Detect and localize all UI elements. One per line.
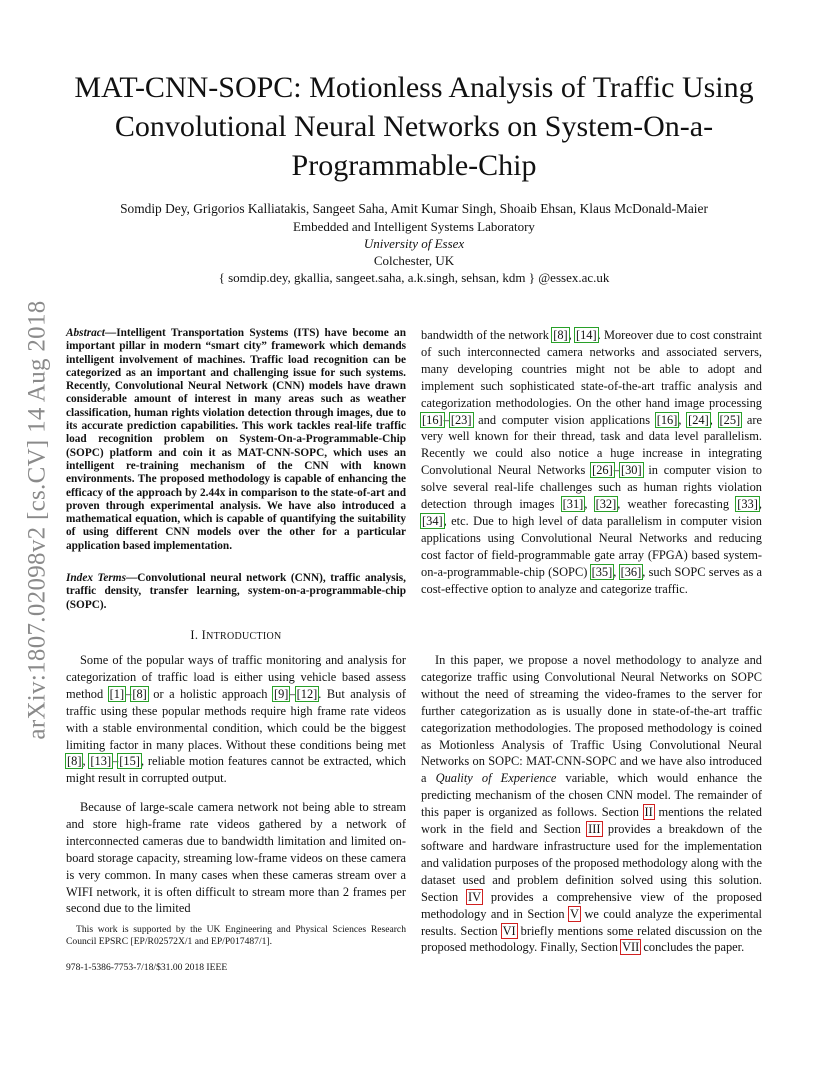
affiliation-university: University of Essex <box>363 236 465 251</box>
citation-link[interactable]: [12] <box>296 686 318 701</box>
intro-paragraph-2: Because of large-scale camera network not being able to stream and store high-frame rate videos gathered by a network of interconnected cameras due to bandwidth limitation and limited on-board storage capacity, streaming low-frame videos on these camera is very common. In many cases when these cameras stream over a WIFI network, it is often difficult to stream more than 2 frames per second due to the limited <box>66 800 406 916</box>
section-name-rest: NTRODUCTION <box>206 631 282 642</box>
index-terms <box>66 572 406 612</box>
citation-link[interactable]: [25] <box>719 412 741 427</box>
citation-link[interactable]: [1] <box>109 686 125 701</box>
citation-link[interactable]: [23] <box>450 412 472 427</box>
citation-link[interactable]: [8] <box>553 328 568 342</box>
section-number: I. <box>190 628 199 642</box>
citation-link[interactable]: [30] <box>620 463 642 478</box>
intro-paragraph-1: Some of the popular ways of traffic monitoring and analysis for categorization of traffic load is either using vehicle based assess method [1]–[8] or a holistic approach [9]–[12]. But analysis of traffic using these popular methods require high frame rate videos with a stable environmental condition, which could be the biggest limiting factor in many places. Without these conditions being met [8], [13]–[15], reliable motion features cannot be extracted, which might result in corrupted output. <box>66 653 407 786</box>
section-ref-link[interactable]: VI <box>502 923 516 938</box>
quality-of-experience-term: Quality of Experience <box>435 771 557 786</box>
citation-link[interactable]: [16] <box>422 412 443 427</box>
arxiv-side-stamp <box>20 280 56 760</box>
affiliation-emails: { somdip.dey, gkallia, sangeet.saha, a.k.singh, sehsan, kdm } @essex.ac.uk <box>218 270 610 285</box>
citation-link[interactable]: [36] <box>620 564 642 579</box>
section-heading-introduction <box>66 628 406 643</box>
citation-link[interactable]: [31] <box>562 497 584 512</box>
right-paragraph-2: In this paper, we propose a novel methodology to analyze and categorize traffic using Convolutional Neural Networks on SOPC without the need of streaming the video-frames to the server for further categorization as is usually done in state-of-the-art traffic categorization methodologies. The proposed methodology is coined as Motionless Analysis of Traffic Using Convolutional Neural Networks on SOPC: MAT-CNN-SOPC and we have also introduced a Quality of Experience variable, which would enhance the predicting mechanism of the chosen CNN model. The remainder of this paper is organized as follows. Section II mentions the related work in the field and Section III provides a breakdown of the software and hardware infrastructure used for the implementation and validation purposes of the proposed methodology along with the dataset used and problem definition solved using this solution. Section IV provides a comprehensive view of the proposed methodology and in Section V we could analyze the experimental results. Section VI briefly mentions some related discussion on the proposed methodology. Finally, Section VII concludes the paper. <box>421 653 763 955</box>
arxiv-identifier: arXiv:1807.02098v2 [cs.CV] 14 Aug 2018 <box>24 300 51 740</box>
section-ref-link[interactable]: III <box>588 822 601 837</box>
citation-link[interactable]: [8] <box>67 754 82 769</box>
affiliation-lab: Embedded and Intelligent Systems Laboratory <box>293 219 535 234</box>
index-terms-label: Index Terms <box>66 572 126 584</box>
citation-link[interactable]: [8] <box>132 686 147 701</box>
section-name-initial: I <box>201 628 207 642</box>
affiliation-city: Colchester, UK <box>373 253 455 268</box>
index-terms-text: —Convolutional neural network (CNN), traffic analysis, traffic density, transfer learning, system-on-a-programmable-chip (SOPC). <box>66 572 407 611</box>
author-list: Somdip Dey, Grigorios Kalliatakis, Sangeet Saha, Amit Kumar Singh, Shoaib Ehsan, Klaus McDonald-Maier <box>120 201 708 216</box>
right-paragraph-1: bandwidth of the network [8], [14]. Moreover due to cost constraint of such interconnected camera networks and associated servers, many developing countries might not be able to adopt and implement such sophisticated state-of-the-art traffic analysis and categorization methodologies. On the other hand image processing [16]–[23] and computer vision applications [16], [24], [25] are very well known for their thread, task and data level parallelism. Recently we could also notice a huge increase in integrating Convolutional Neural Networks [26]–[30] in computer vision to solve several real-life challenges such as human rights violation detection through images [31], [32], weather forecasting [33], [34], etc. Due to high level of data parallelism in computer vision applications using Convolutional Neural Networks and reducing cost factor of field-programmable gate array (FPGA) based system-on-a-programmable-chip (SOPC) [35], [36], such SOPC serves as a cost-effective option to analyze and categorize traffic. <box>421 328 762 596</box>
citation-link[interactable]: [9] <box>273 686 289 701</box>
section-ref-link[interactable]: VII <box>622 940 640 955</box>
section-ref-link[interactable]: II <box>644 805 653 820</box>
isbn-copyright: 978-1-5386-7753-7/18/$31.00 2018 IEEE <box>66 962 228 973</box>
citation-link[interactable]: [16] <box>656 412 678 427</box>
funding-footnote: This work is supported by the UK Engineering and Physical Sciences Research Council EPSRC [EP/R02572X/1 and EP/P017487/1]. <box>66 924 406 947</box>
paper-title: MAT-CNN-SOPC: Motionless Analysis of Traffic Using Convolutional Neural Networks on System-On-a-Programmable-Chip <box>74 71 754 182</box>
citation-link[interactable]: [33] <box>737 497 758 512</box>
citation-link[interactable]: [13] <box>90 754 112 769</box>
citation-link[interactable]: [15] <box>119 754 140 769</box>
section-ref-link[interactable]: IV <box>468 889 482 904</box>
section-ref-link[interactable]: V <box>570 906 579 921</box>
citation-link[interactable]: [26] <box>592 463 613 478</box>
citation-link[interactable]: [14] <box>575 328 597 342</box>
abstract <box>66 327 406 553</box>
citation-link[interactable]: [35] <box>591 564 613 579</box>
abstract-label: Abstract <box>66 327 105 339</box>
abstract-text: —Intelligent Transportation Systems (ITS) have become an important pillar in modern “smart city” framework which demands intelligent involvement of machines. Traffic load recognition can be categorized as an important and challenging issue for such systems. Recently, Convolutional Neural Network (CNN) models have drawn considerable amount of interest in many areas such as weather classification, human rights violation detection through images, due to its accurate prediction capabilities. This work tackles real-life traffic load recognition problem on System-On-a-Programmable-Chip (SOPC) platform and coin it as MAT-CNN-SOPC, which uses an intelligent re-training mechanism of the CNN with known environments. The proposed methodology is capable of enhancing the efficacy of the approach by 2.44x in comparison to the state-of-art and proven through experimental analysis. We have also introduced a mathematical equation, which is capable of quantifying the suitability of using different CNN models over the other for a particular application based implementation. <box>66 327 406 552</box>
citation-link[interactable]: [34] <box>422 513 443 528</box>
citation-link[interactable]: [32] <box>595 497 617 512</box>
citation-link[interactable]: [24] <box>688 412 709 427</box>
